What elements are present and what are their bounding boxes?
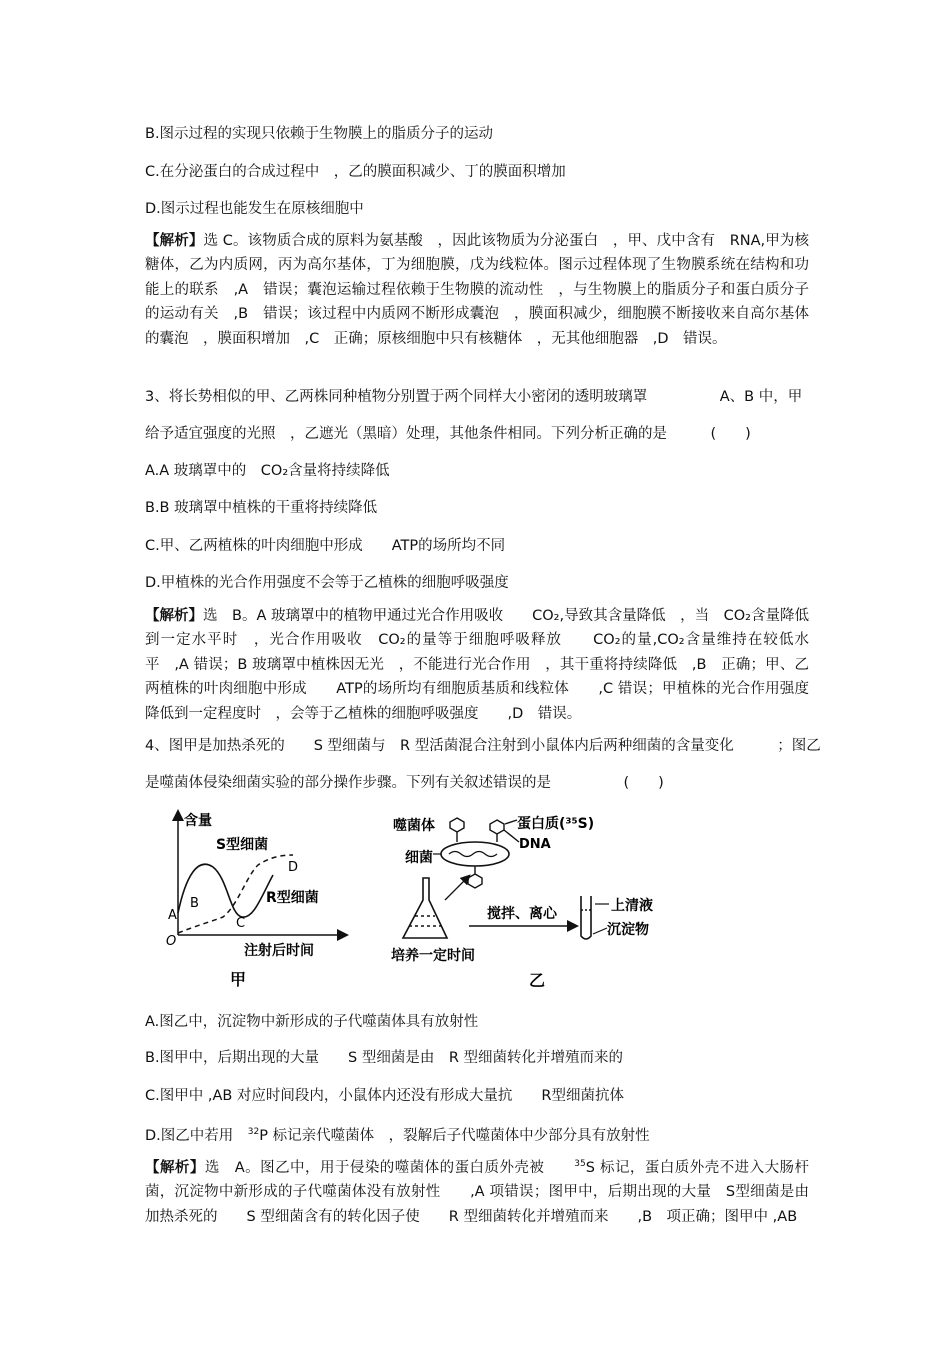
figure-jia-caption: 甲 <box>230 970 247 989</box>
bacteria-label: 细菌 <box>405 850 433 866</box>
analysis-body: 选 B。A 玻璃罩中的植物甲通过光合作用吸收 CO₂,导致其含量降低 ，当 CO₂含量降低到一定水平时 ，光合作用吸收 CO₂的量等于细胞呼吸释放 CO₂的量,CO₂含量维持在较低水平 ,A 错误；B 玻璃罩中植株因无光 ，不能进行光合作用 ，其干重将持续降低 ,B 正确；甲、乙两植株的叶肉细胞中形成 ATP的场所均有细胞质基质和线粒体 ,C 错误；甲植株的光合作用强度降低到一定程度时 ，会等于乙植株的细胞呼吸强度 ,D 错误。 <box>145 608 809 722</box>
analysis-body: 选 C。该物质合成的原料为氨基酸 ，因此该物质为分泌蛋白 ，甲、戊中含有 RNA,甲为核糖体，乙为内质网，丙为高尔基体，丁为细胞膜，戊为线粒体。图示过程体现了生物膜系统在结构和功能上的联系 ,A 错误；囊泡运输过程依赖于生物膜的流动性 ，与生物膜上的脂质分子和蛋白质分子的运动有关 ,B 错误；该过程中内质网不断形成囊泡 ，膜面积减少，细胞膜不断接收来自高尔基体的囊泡 ，膜面积增加 ,C 正确；原核细胞中只有核糖体 ，无其他细胞器 ,D 错误。 <box>145 233 809 347</box>
q3-option-a: A.A 玻璃罩中的 CO₂含量将持续降低 <box>145 463 390 479</box>
s-bacteria-label: S型细菌 <box>216 837 269 853</box>
q2-analysis <box>145 229 809 351</box>
phage-label: 噬菌体 <box>393 818 435 834</box>
q4-option-d <box>145 1122 650 1146</box>
dna-label: DNA <box>519 837 551 852</box>
option-d-text: D.图乙中若用 <box>145 1128 248 1144</box>
q2-option-b: B.图示过程的实现只依赖于生物膜上的脂质分子的运动 <box>145 126 494 142</box>
phage-icon <box>468 866 482 888</box>
q3-option-d: D.甲植株的光合作用强度不会等于乙植株的细胞呼吸强度 <box>145 575 509 591</box>
figure-yi <box>385 808 675 993</box>
q4-analysis <box>145 1152 809 1229</box>
q2-option-c: C.在分泌蛋白的合成过程中 ，乙的膜面积减少、丁的膜面积增加 <box>145 164 566 180</box>
point-c: C <box>236 916 246 931</box>
q3-analysis <box>145 604 809 726</box>
supernatant-label: 上清液 <box>611 898 653 914</box>
isotope-superscript: 35 <box>574 1159 586 1169</box>
flask-icon <box>403 878 447 938</box>
q3-option-b: B.B 玻璃罩中植株的干重将持续降低 <box>145 500 378 516</box>
test-tube-icon <box>581 896 591 939</box>
option-d-text: P 标记亲代噬菌体 ，裂解后子代噬菌体中少部分具有放射性 <box>259 1128 650 1144</box>
precipitate-label: 沉淀物 <box>607 922 649 938</box>
y-axis-label: 含量 <box>184 813 212 829</box>
point-a: A <box>168 908 177 923</box>
arrow <box>593 928 607 934</box>
arrow <box>445 878 467 900</box>
q4-option-b: B.图甲中，后期出现的大量 S 型细菌是由 R 型细菌转化并增殖而来的 <box>145 1050 624 1066</box>
analysis-body: 选 A。图乙中，用于侵染的噬菌体的蛋白质外壳被 <box>204 1160 575 1176</box>
point-b: B <box>190 896 199 911</box>
stir-centrifuge-label: 搅拌、离心 <box>487 906 557 922</box>
q4-option-a: A.图乙中，沉淀物中新形成的子代噬菌体具有放射性 <box>145 1014 479 1030</box>
q3-option-c: C.甲、乙两植株的叶肉细胞中形成 ATP的场所均不同 <box>145 538 506 554</box>
q4-option-c: C.图甲中 ,AB 对应时间段内，小鼠体内还没有形成大量抗 R型细菌抗体 <box>145 1088 625 1104</box>
phage-icon <box>450 818 519 842</box>
figure-jia <box>158 805 358 995</box>
q2-option-d: D.图示过程也能发生在原核细胞中 <box>145 201 364 217</box>
analysis-tag: 【解析】 <box>145 608 204 624</box>
q4-stem-line2: 是噬菌体侵染细菌实验的部分操作步骤。下列有关叙述错误的是 ( ) <box>145 775 664 791</box>
origin-label: O <box>166 934 177 949</box>
r-bacteria-label: R型细菌 <box>266 890 319 906</box>
isotope-superscript: 32 <box>247 1127 260 1137</box>
bacterium-icon <box>433 842 509 866</box>
q3-stem-line1: 3、将长势相似的甲、乙两株同种植物分别置于两个同样大小密闭的透明玻璃罩 A、B 中，甲 <box>145 389 803 405</box>
x-axis-label: 注射后时间 <box>244 943 314 959</box>
analysis-tag: 【解析】 <box>145 233 204 249</box>
protein-label: 蛋白质(³⁵S) <box>517 816 595 832</box>
figure-yi-caption: 乙 <box>529 971 546 990</box>
culture-label: 培养一定时间 <box>391 948 475 964</box>
q4-stem-line1: 4、图甲是加热杀死的 S 型细菌与 R 型活菌混合注射到小鼠体内后两种细菌的含量变化 ；图乙 <box>145 738 821 754</box>
analysis-tag: 【解析】 <box>145 1160 205 1176</box>
point-d: D <box>288 860 299 875</box>
q3-stem-line2: 给予适宜强度的光照 ，乙遮光（黑暗）处理，其他条件相同。下列分析正确的是 ( ) <box>145 426 751 442</box>
analysis-body: S 标记，蛋白质外壳不进入大肠杆菌，沉淀物中新形成的子代噬菌体没有放射性 ,A 项错误；图甲中，后期出现的大量 S型细菌是由加热杀死的 S 型细菌含有的转化因子使 R 型细菌转化并增殖而来 ,B 项正确；图甲中 ,AB <box>145 1160 809 1225</box>
